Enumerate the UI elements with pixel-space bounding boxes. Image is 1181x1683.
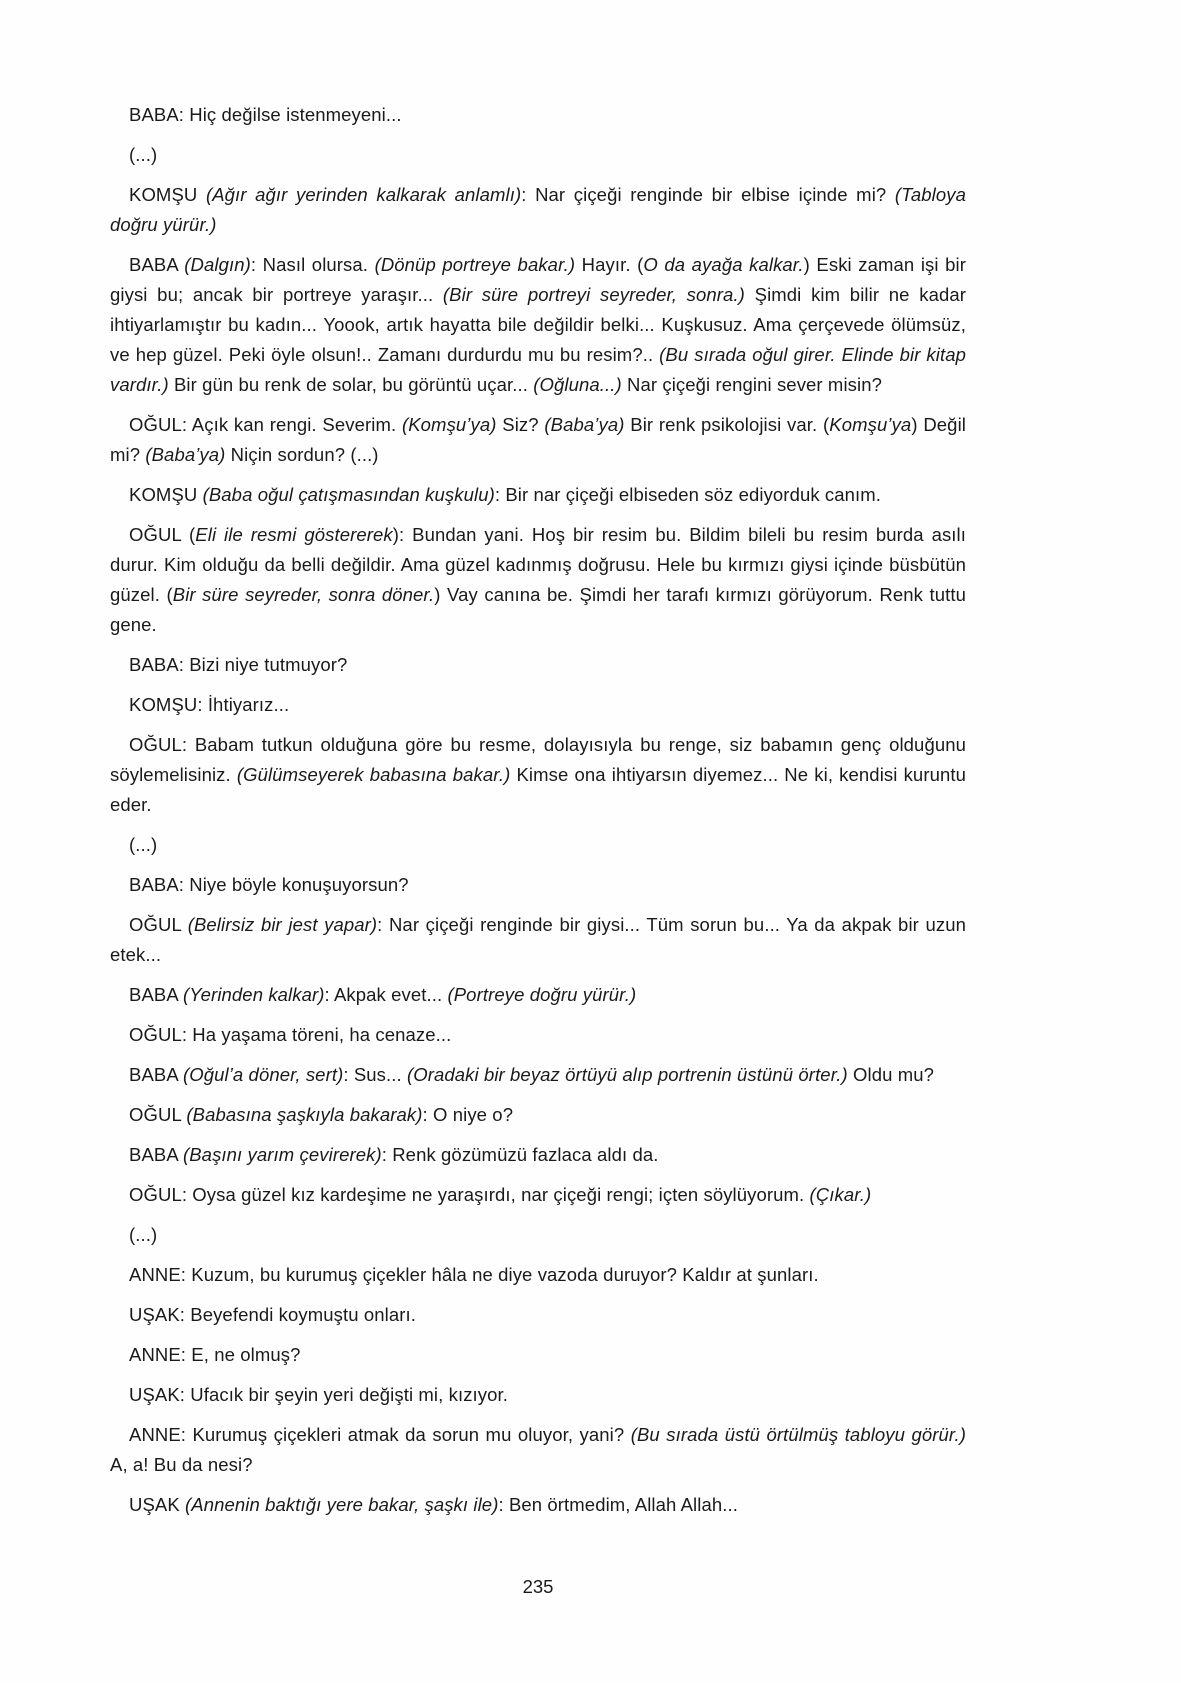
page-footer	[110, 1572, 966, 1602]
dialogue-text: Oldu mu?	[847, 1064, 935, 1085]
dialogue-paragraph	[110, 690, 966, 720]
dialogue-text: ): Bundan yani. Hoş bir resim bu. Bildim bileli bu resim burda asılı durur. Kim olduğu da belli değildir. Ama güzel kadınmış doğrusu. Hele bu kırmızı giysi içinde büsbütün güzel. (	[110, 524, 967, 605]
dialogue-text: BABA: Bizi niye tutmuyor?	[129, 654, 348, 675]
dialogue-paragraph	[110, 140, 966, 170]
stage-direction: (Oradaki bir beyaz örtüyü alıp portrenin üstünü örter.)	[406, 1064, 848, 1085]
dialogue-text: ) Vay canına be. Şimdi her tarafı kırmızı görüyorum. Renk tuttu gene.	[110, 584, 967, 635]
dialogue-text: (...)	[129, 144, 158, 165]
dialogue-paragraph	[110, 480, 966, 510]
dialogue-paragraph	[110, 870, 966, 900]
stage-direction: (Baba oğul çatışmasından kuşkulu)	[202, 484, 495, 505]
dialogue-text: Hayır. (	[575, 254, 644, 275]
stage-direction: (Annenin baktığı yere bakar, şaşkı ile)	[185, 1494, 499, 1515]
dialogue-paragraph	[110, 1490, 966, 1520]
dialogue-text: Niçin sordun? (...)	[225, 444, 379, 465]
stage-direction: (Portreye doğru yürür.)	[447, 984, 637, 1005]
dialogue-paragraph	[110, 1180, 966, 1210]
dialogue-paragraph	[110, 650, 966, 680]
dialogue-text: OĞUL: Oysa güzel kız kardeşime ne yaraşırdı, nar çiçeği rengi; içten söylüyorum.	[129, 1184, 810, 1205]
stage-direction: (Belirsiz bir jest yapar)	[187, 914, 378, 935]
dialogue-paragraph	[110, 980, 966, 1010]
dialogue-text: : Bir nar çiçeği elbiseden söz ediyorduk canım.	[494, 484, 882, 505]
dialogue-text: : Sus...	[343, 1064, 407, 1085]
dialogue-paragraph	[110, 250, 966, 400]
dialogue-text: OĞUL	[129, 1104, 187, 1125]
dialogue-paragraph	[110, 910, 966, 970]
dialogue-text: : Nar çiçeği renginde bir elbise içinde mi?	[521, 184, 895, 205]
dialogue-text: OĞUL: Ha yaşama töreni, ha cenaze...	[129, 1024, 452, 1045]
stage-direction: (Dönüp portreye bakar.)	[374, 254, 576, 275]
page-number: 235	[522, 1576, 554, 1597]
dialogue-text: BABA	[129, 254, 185, 275]
stage-direction: (Babasına şaşkıyla bakarak)	[186, 1104, 423, 1125]
stage-direction: (Gülümseyerek babasına bakar.)	[236, 764, 511, 785]
dialogue-paragraph	[110, 1340, 966, 1370]
stage-direction: Eli ile resmi göstererek	[195, 524, 393, 545]
stage-direction: (Yerinden kalkar)	[182, 984, 325, 1005]
play-script-text	[110, 100, 966, 1530]
dialogue-text: BABA	[129, 984, 183, 1005]
dialogue-paragraph	[110, 730, 966, 820]
dialogue-text: Nar çiçeği rengini sever misin?	[621, 374, 882, 395]
dialogue-text: UŞAK	[129, 1494, 186, 1515]
dialogue-text: (...)	[129, 834, 158, 855]
dialogue-paragraph	[110, 1060, 966, 1090]
dialogue-text: ANNE: Kuzum, bu kurumuş çiçekler hâla ne diye vazoda duruyor? Kaldır at şunları.	[129, 1264, 819, 1285]
dialogue-paragraph	[110, 1380, 966, 1410]
stage-direction: (Bir süre portreyi seyreder, sonra.)	[442, 284, 745, 305]
dialogue-text: ANNE: Kurumuş çiçekleri atmak da sorun mu oluyor, yani?	[129, 1424, 631, 1445]
dialogue-text: UŞAK: Ufacık bir şeyin yeri değişti mi, kızıyor.	[129, 1384, 509, 1405]
stage-direction: (Çıkar.)	[809, 1184, 872, 1205]
stage-direction: (Başını yarım çevirerek)	[182, 1144, 382, 1165]
stage-direction: (Bu sırada oğul girer. Elinde bir kitap vardır.)	[110, 344, 967, 395]
dialogue-text: : Akpak evet...	[324, 984, 448, 1005]
dialogue-text: KOMŞU	[129, 184, 206, 205]
dialogue-text: Bir renk psikolojisi var. (	[624, 414, 830, 435]
dialogue-text: OĞUL	[129, 914, 188, 935]
dialogue-text: Şimdi kim bilir ne kadar ihtiyarlamıştır bu kadın... Yoook, artık hayatta bile değildir belki... Kuşkusuz. Ama çerçevede ölümsüz, ve hep güzel. Peki öyle olsun!.. Zamanı durdurdu mu bu resim?..	[110, 284, 966, 365]
stage-direction: (Ağır ağır yerinden kalkarak anlamlı)	[205, 184, 522, 205]
dialogue-text: : O niye o?	[422, 1104, 514, 1125]
dialogue-paragraph	[110, 1220, 966, 1250]
stage-direction: (Baba’ya)	[544, 414, 625, 435]
stage-direction: (Oğul’a döner, sert)	[182, 1064, 344, 1085]
dialogue-paragraph	[110, 1020, 966, 1050]
dialogue-text: : Ben örtmedim, Allah Allah...	[498, 1494, 738, 1515]
stage-direction: Komşu’ya	[829, 414, 912, 435]
dialogue-paragraph	[110, 1100, 966, 1130]
dialogue-paragraph	[110, 1300, 966, 1330]
dialogue-text: OĞUL: Açık kan rengi. Severim.	[129, 414, 402, 435]
dialogue-text: BABA	[129, 1144, 183, 1165]
dialogue-text: Kimse ona ihtiyarsın diyemez... Ne ki, kendisi kuruntu eder.	[110, 764, 966, 815]
dialogue-text: Bir gün bu renk de solar, bu görüntü uçar...	[168, 374, 534, 395]
dialogue-paragraph	[110, 830, 966, 860]
dialogue-text: : Nar çiçeği renginde bir giysi... Tüm sorun bu... Ya da akpak bir uzun etek...	[110, 914, 966, 965]
stage-direction: (Baba’ya)	[145, 444, 226, 465]
dialogue-text: A, a! Bu da nesi?	[110, 1454, 253, 1475]
stage-direction: O da ayağa kalkar.	[643, 254, 804, 275]
dialogue-text: BABA	[129, 1064, 183, 1085]
dialogue-paragraph	[110, 1420, 966, 1480]
stage-direction: (Bu sırada üstü örtülmüş tabloyu görür.)	[630, 1424, 966, 1445]
dialogue-text: KOMŞU: İhtiyarız...	[129, 694, 290, 715]
dialogue-text: KOMŞU	[129, 484, 203, 505]
dialogue-text: Siz?	[496, 414, 545, 435]
stage-direction: (Tabloya doğru yürür.)	[110, 184, 966, 235]
dialogue-text: ANNE: E, ne olmuş?	[129, 1344, 301, 1365]
dialogue-paragraph	[110, 1140, 966, 1170]
dialogue-paragraph	[110, 410, 966, 470]
stage-direction: (Oğluna...)	[533, 374, 622, 395]
dialogue-paragraph	[110, 1260, 966, 1290]
dialogue-text: : Nasıl olursa.	[250, 254, 375, 275]
dialogue-text: ) Eski zaman işi bir giysi bu; ancak bir portreye yaraşır...	[110, 254, 966, 305]
dialogue-text: ) Değil mi?	[110, 414, 966, 465]
dialogue-text: UŞAK: Beyefendi koymuştu onları.	[129, 1304, 417, 1325]
stage-direction: (Dalgın)	[184, 254, 251, 275]
dialogue-paragraph	[110, 520, 966, 640]
dialogue-text: OĞUL: Babam tutkun olduğuna göre bu resme, dolayısıyla bu renge, siz babamın genç olduğunu söylemelisiniz.	[110, 734, 966, 785]
stage-direction: Bir süre seyreder, sonra döner.	[172, 584, 435, 605]
dialogue-text: OĞUL (	[129, 524, 196, 545]
dialogue-paragraph	[110, 100, 966, 130]
dialogue-text: BABA: Hiç değilse istenmeyeni...	[129, 104, 402, 125]
dialogue-text: : Renk gözümüzü fazlaca aldı da.	[381, 1144, 659, 1165]
dialogue-paragraph	[110, 180, 966, 240]
dialogue-text: (...)	[129, 1224, 158, 1245]
dialogue-text: BABA: Niye böyle konuşuyorsun?	[129, 874, 409, 895]
stage-direction: (Komşu’ya)	[401, 414, 497, 435]
